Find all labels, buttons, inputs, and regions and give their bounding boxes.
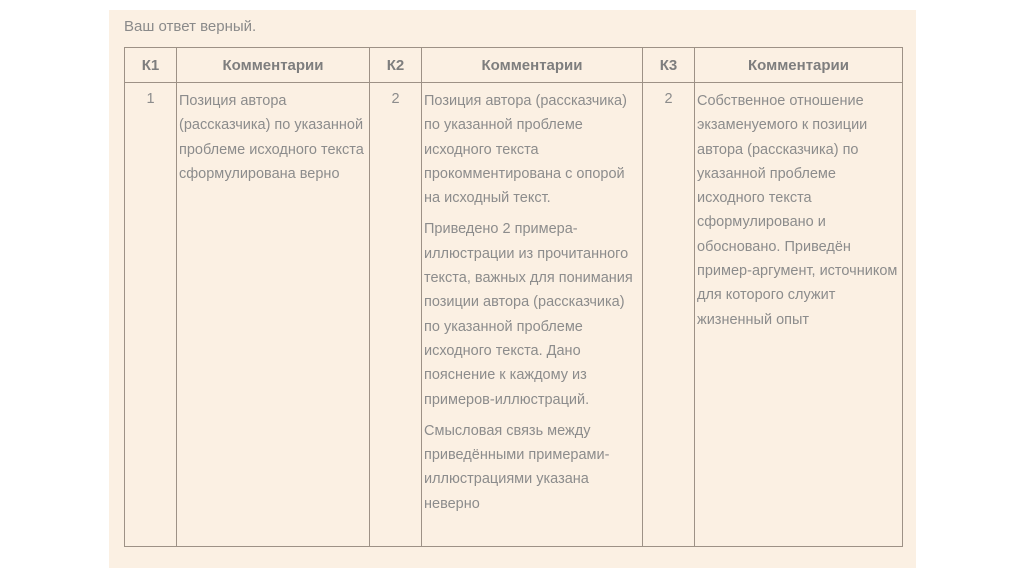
header-comments-2: Комментарии — [422, 48, 643, 83]
answer-status-text: Ваш ответ верный. — [124, 18, 257, 35]
k3-score-cell: 2 — [643, 83, 695, 547]
header-comments-3: Комментарии — [695, 48, 903, 83]
criteria-table — [124, 47, 903, 547]
k3-comment-cell: Собственное отношение экзаменуемого к позиции автора (рассказчика) по указанной проблеме исходного текста сформулировано и обосновано. Приведён пример-аргумент, источником для которого служит жизненный опыт — [695, 83, 903, 547]
header-k2: К2 — [370, 48, 422, 83]
k2-comment-paragraph-3: Смысловая связь между приведёнными примерами-иллюстрациями указана неверно — [424, 422, 610, 512]
header-k3: К3 — [643, 48, 695, 83]
header-k1: К1 — [125, 48, 177, 83]
header-comments-1: Комментарии — [177, 48, 370, 83]
k2-comment-paragraph-1: Позиция автора (рассказчика) по указанной проблеме исходного текста прокомментирована с опорой на исходный текст. — [424, 93, 627, 207]
k2-score-cell: 2 — [370, 83, 422, 547]
k2-comment-paragraph-2: Приведено 2 примера-иллюстрации из прочитанного текста, важных для понимания позиции автора (рассказчика) по указанной проблеме исходного текста. Дано пояснение к каждому из примеров-иллюстраций. — [424, 221, 633, 408]
k1-score-cell: 1 — [125, 83, 177, 547]
table-header-row — [125, 48, 903, 83]
k2-comment-cell — [422, 83, 643, 547]
table-row — [125, 83, 903, 547]
k1-comment-cell: Позиция автора (рассказчика) по указанной проблеме исходного текста сформулирована верно — [177, 83, 370, 547]
